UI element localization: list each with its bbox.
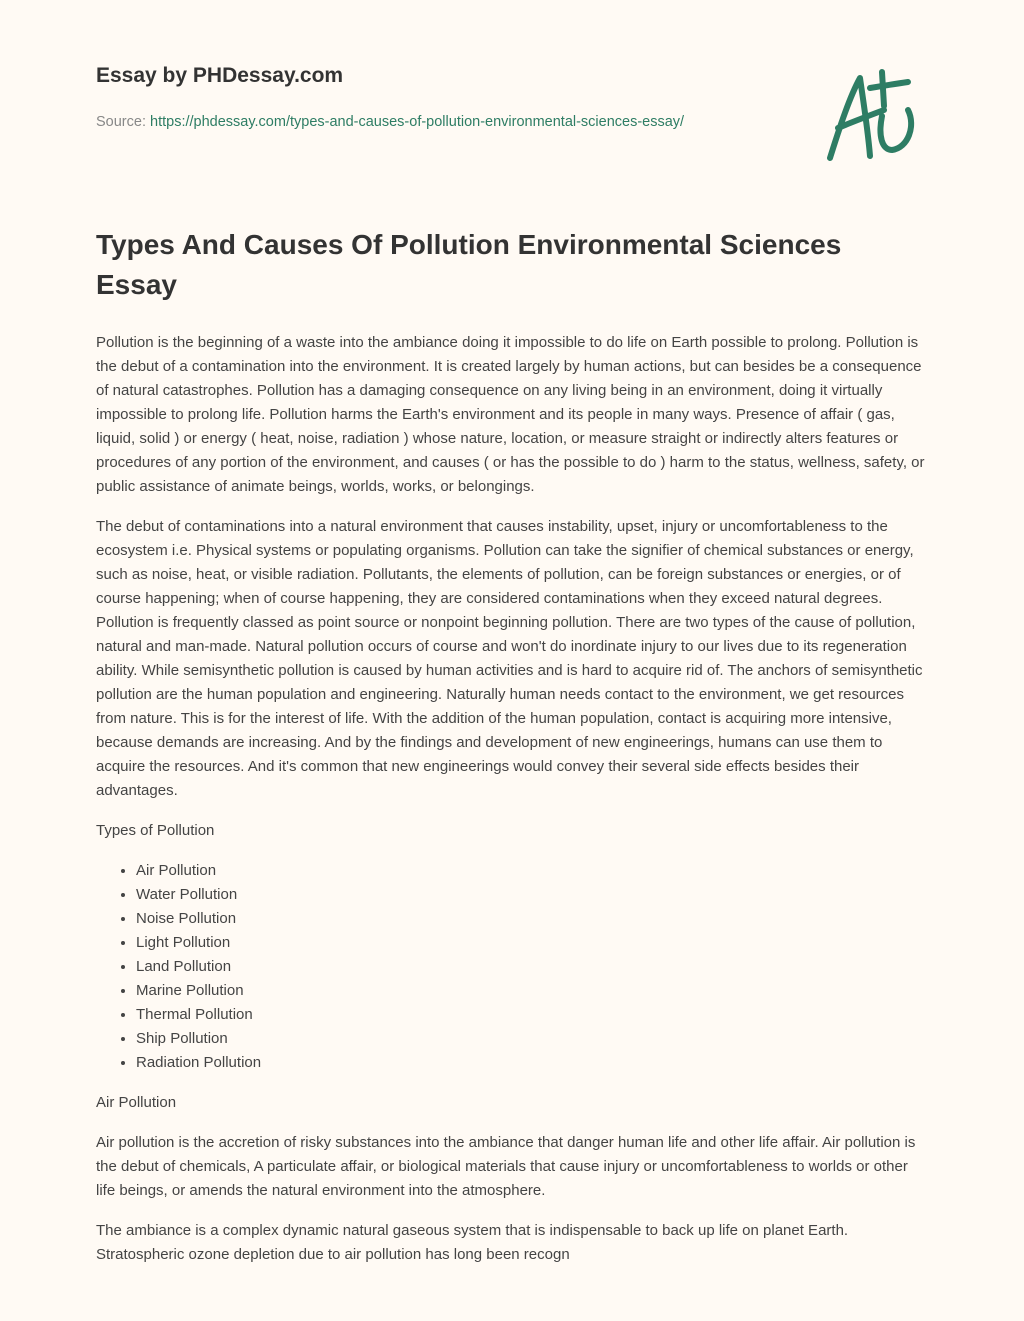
list-item: • Light Pollution bbox=[136, 931, 928, 955]
list-item: • Thermal Pollution bbox=[136, 1003, 928, 1027]
list-item: • Noise Pollution bbox=[136, 907, 928, 931]
section-label: Air Pollution bbox=[96, 1094, 177, 1111]
list-item: • Air Pollution bbox=[136, 859, 928, 883]
list-item: • Marine Pollution bbox=[136, 979, 928, 1003]
header bbox=[0, 0, 1024, 185]
list-item: • Land Pollution bbox=[136, 955, 928, 979]
source-label: Source: bbox=[96, 114, 146, 130]
a-plus-logo-icon bbox=[818, 66, 928, 166]
article bbox=[0, 225, 1024, 1267]
source-link[interactable]: https://phdessay.com/types-and-causes-of-pollution-environmental-sciences-essay/ bbox=[150, 114, 685, 130]
brand-title: Essay by PHDessay.com bbox=[96, 64, 344, 87]
page-title: Types And Causes Of Pollution Environmental Sciences Essay bbox=[96, 229, 842, 300]
section-label: Types of Pollution bbox=[96, 822, 215, 839]
paragraph: The debut of contaminations into a natural environment that causes instability, upset, injury or uncomfortableness to the ecosystem i.e. Physical systems or populating organisms. Pollution can take the signifier of chemical substances or energy, such as noise, heat, or visible radiation. Pollutants, the elements of pollution, can be foreign substances or energies, or of course happening; when of course happening, they are considered contaminations when they exceed natural degrees. Pollution is frequently classed as point source or nonpoint beginning pollution. There are two types of the cause of pollution, natural and man-made. Natural pollution occurs of course and won't do inordinate injury to our lives due to its regeneration ability. While semisynthetic pollution is caused by human activities and is hard to acquire rid of. The anchors of semisynthetic pollution are the human population and engineering. Naturally human needs contact to the environment, we get resources from nature. This is for the interest of life. With the addition of the human population, contact is acquiring more intensive, because demands are increasing. And by the findings and development of new engineerings, humans can use them to acquire the resources. And it's common that new engineerings would convey their several side effects besides their advantages. bbox=[96, 518, 923, 799]
list-item: • Radiation Pollution bbox=[136, 1051, 928, 1075]
list-item: • Water Pollution bbox=[136, 883, 928, 907]
paragraph: Air pollution is the accretion of risky substances into the ambiance that danger human life and other life affair. Air pollution is the debut of chemicals, A particulate affair, or biological materials that cause injury or uncomfortableness to worlds or other life beings, or amends the natural environment into the atmosphere. bbox=[96, 1134, 916, 1199]
paragraph: Pollution is the beginning of a waste into the ambiance doing it impossible to do life on Earth possible to prolong. Pollution is the debut of a contamination into the environment. It is created largely by human actions, but can besides be a consequence of natural catastrophes. Pollution has a damaging consequence on any living being in an environment, doing it virtually impossible to prolong life. Pollution harms the Earth's environment and its people in many ways. Presence of affair ( gas, liquid, solid ) or energy ( heat, noise, radiation ) whose nature, location, or measure straight or indirectly alters features or procedures of any portion of the environment, and causes ( or has the possible to do ) harm to the status, wellness, safety, or public assistance of animate beings, worlds, works, or belongings. bbox=[96, 334, 925, 495]
paragraph: The ambiance is a complex dynamic natural gaseous system that is indispensable to back up life on planet Earth. Stratospheric ozone depletion due to air pollution has long been recogn bbox=[96, 1222, 849, 1263]
source-line bbox=[96, 110, 756, 134]
pollution-types-list bbox=[96, 859, 928, 1075]
list-item: • Ship Pollution bbox=[136, 1027, 928, 1051]
